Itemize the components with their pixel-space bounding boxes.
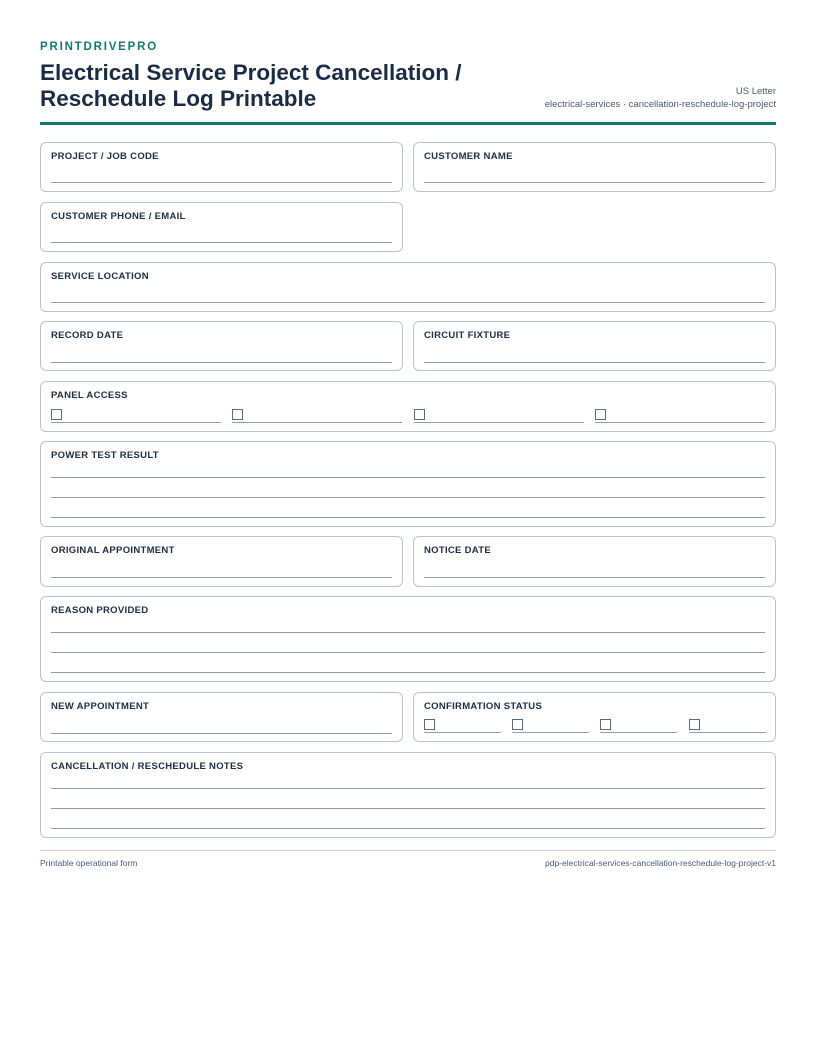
notes-line-1[interactable] xyxy=(51,788,765,789)
paper-size: US Letter xyxy=(735,86,776,97)
original-appointment-field xyxy=(40,536,403,587)
checkbox[interactable] xyxy=(232,409,243,420)
reason-provided-field xyxy=(40,596,776,682)
checkbox[interactable] xyxy=(51,409,62,420)
field-label: NEW APPOINTMENT xyxy=(51,701,150,712)
checkbox[interactable] xyxy=(414,409,425,420)
panel-access-option[interactable] xyxy=(595,409,765,423)
footer-left-text: Printable operational form xyxy=(40,858,138,868)
field-label: POWER TEST RESULT xyxy=(51,450,159,461)
confirmation-status-field xyxy=(413,692,776,742)
power-test-line-2[interactable] xyxy=(51,497,765,498)
field-label: PANEL ACCESS xyxy=(51,390,128,401)
brand-logo: PRINTDRIVEPRO xyxy=(40,41,158,53)
panel-access-option[interactable] xyxy=(51,409,221,423)
panel-access-option[interactable] xyxy=(414,409,584,423)
reason-line-3[interactable] xyxy=(51,672,765,673)
notes-field xyxy=(40,752,776,838)
power-test-line-1[interactable] xyxy=(51,477,765,478)
notice-date-field xyxy=(413,536,776,587)
reason-line-1[interactable] xyxy=(51,632,765,633)
customer-contact-input-line[interactable] xyxy=(51,242,392,243)
page-title: Electrical Service Project Cancellation / Reschedule Log Printable xyxy=(40,60,462,111)
checkbox[interactable] xyxy=(512,719,523,730)
confirmation-option[interactable] xyxy=(600,719,677,733)
field-label: CONFIRMATION STATUS xyxy=(424,701,543,712)
footer-form-id: pdp-electrical-services-cancellation-reschedule-log-project-v1 xyxy=(544,858,776,868)
service-location-input-line[interactable] xyxy=(51,302,765,303)
service-location-field xyxy=(40,262,776,312)
category-path: electrical-services · cancellation-reschedule-log-project xyxy=(544,99,776,110)
panel-access-field xyxy=(40,381,776,432)
notes-line-2[interactable] xyxy=(51,808,765,809)
field-label: REASON PROVIDED xyxy=(51,605,149,616)
power-test-result-field xyxy=(40,441,776,527)
checkbox[interactable] xyxy=(424,719,435,730)
field-label: RECORD DATE xyxy=(51,330,124,341)
project-code-field xyxy=(40,142,403,192)
record-date-input-line[interactable] xyxy=(51,362,392,363)
field-label: CANCELLATION / RESCHEDULE NOTES xyxy=(51,761,244,772)
field-label: NOTICE DATE xyxy=(424,545,491,556)
field-label: SERVICE LOCATION xyxy=(51,271,149,282)
record-date-field xyxy=(40,321,403,371)
notice-date-input-line[interactable] xyxy=(424,577,765,578)
checkbox[interactable] xyxy=(595,409,606,420)
field-label: CUSTOMER PHONE / EMAIL xyxy=(51,211,186,222)
power-test-line-3[interactable] xyxy=(51,517,765,518)
customer-name-field xyxy=(413,142,776,192)
circuit-fixture-field xyxy=(413,321,776,371)
panel-access-option[interactable] xyxy=(232,409,402,423)
notes-line-3[interactable] xyxy=(51,828,765,829)
header-meta xyxy=(545,85,776,111)
circuit-fixture-input-line[interactable] xyxy=(424,362,765,363)
project-code-input-line[interactable] xyxy=(51,182,392,183)
field-label: CUSTOMER NAME xyxy=(424,151,513,162)
field-label: ORIGINAL APPOINTMENT xyxy=(51,545,175,556)
confirmation-option[interactable] xyxy=(512,719,589,733)
original-appointment-input-line[interactable] xyxy=(51,577,392,578)
header-divider xyxy=(40,122,776,125)
checkbox[interactable] xyxy=(600,719,611,730)
field-label: CIRCUIT FIXTURE xyxy=(424,330,511,341)
confirmation-option[interactable] xyxy=(689,719,766,733)
customer-contact-field xyxy=(40,202,403,252)
new-appointment-input-line[interactable] xyxy=(51,733,392,734)
reason-line-2[interactable] xyxy=(51,652,765,653)
footer-divider xyxy=(40,850,776,851)
customer-name-input-line[interactable] xyxy=(424,182,765,183)
checkbox[interactable] xyxy=(689,719,700,730)
confirmation-option[interactable] xyxy=(424,719,501,733)
new-appointment-field xyxy=(40,692,403,742)
field-label: PROJECT / JOB CODE xyxy=(51,151,159,162)
